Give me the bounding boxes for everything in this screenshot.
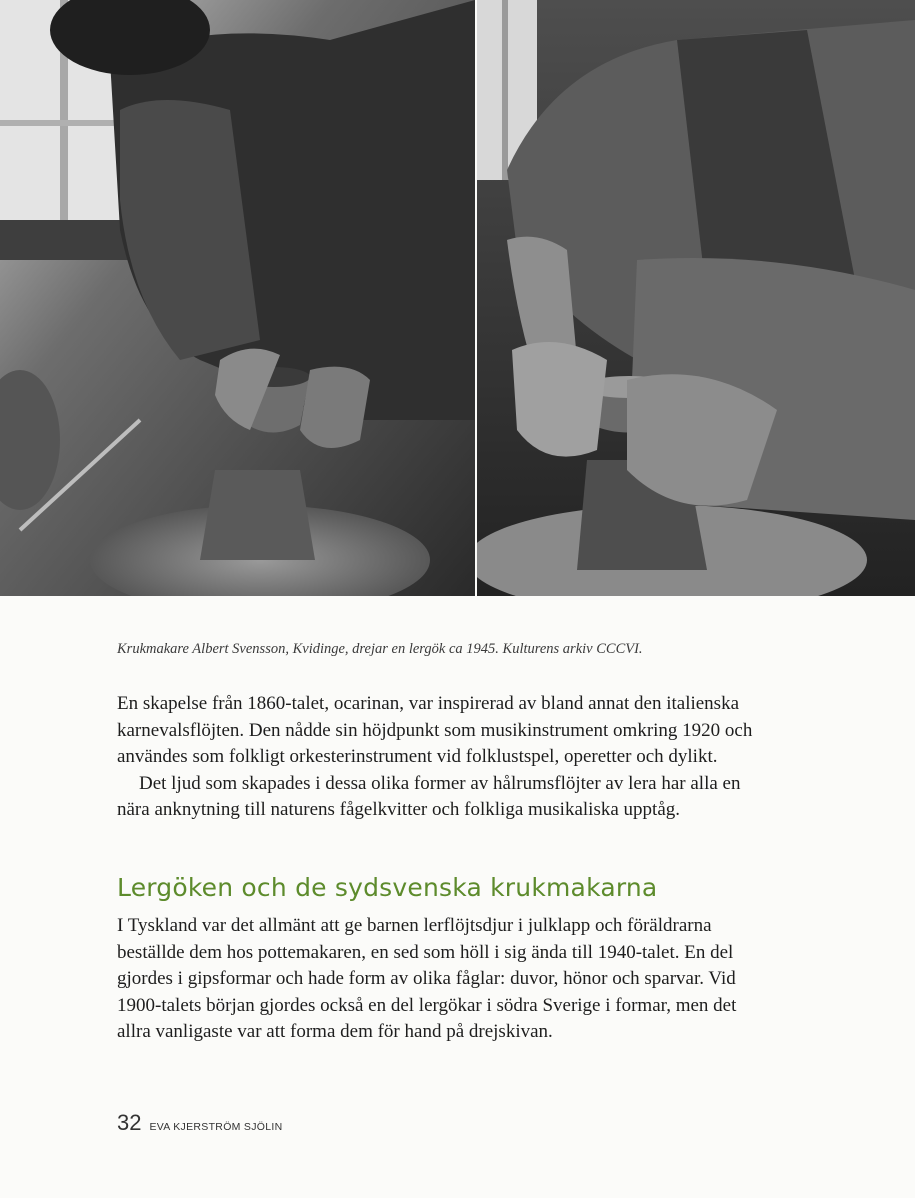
- paragraph: En skapelse från 1860-talet, ocarinan, var inspirerad av bland annat den italienska karnevalsflöjten. Den nådde sin höjdpunkt som musikinstrument omkring 1920 och användes som folkligt orkesterinstrument vid folklustspel, operetter och dylikt.: [117, 693, 753, 767]
- paragraph: I Tyskland var det allmänt att ge barnen lerflöjtsdjur i julklapp och föräldrarna beställde dem hos pottemakaren, en sed som höll i sig ända till 1940-talet. En del gjordes i gipsformar och hade form av olika fåglar: duvor, hönor och sparvar. Vid 1900-talets början gjordes också en del lergökar i södra Sverige i formar, men det allra vanligaste var att forma dem för hand på drejskivan.: [117, 915, 737, 1042]
- page-number: 32: [117, 1110, 142, 1135]
- running-author: EVA KJERSTRÖM SJÖLIN: [149, 1121, 283, 1133]
- photo-caption: Krukmakare Albert Svensson, Kvidinge, drejar en lergök ca 1945. Kulturens arkiv CCCVI.: [117, 641, 643, 657]
- photo-potter-right: [477, 0, 915, 596]
- section-heading: Lergöken och de sydsvenska krukmakarna: [117, 873, 658, 902]
- section1-body: [117, 691, 757, 824]
- section2-body: [117, 913, 757, 1046]
- photo-spread: [0, 0, 915, 596]
- paragraph: Det ljud som skapades i dessa olika former av hålrumsflöjter av lera har alla en nära anknytning till naturens fågelkvitter och folkliga musikaliska upptåg.: [117, 772, 741, 820]
- photo-potter-left: [0, 0, 475, 596]
- page-footer: [117, 1110, 282, 1136]
